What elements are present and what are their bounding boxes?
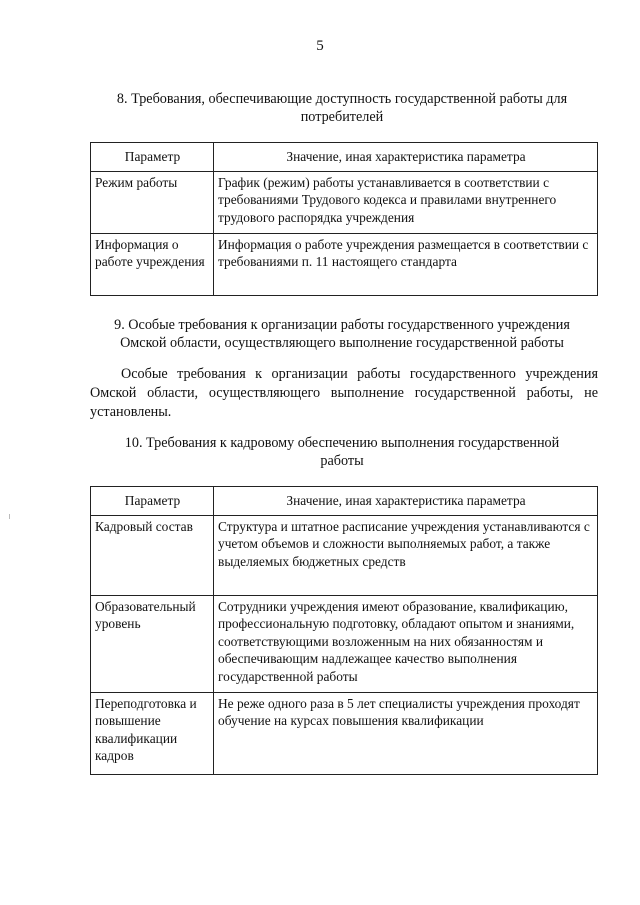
section-10-heading bbox=[92, 434, 592, 470]
table-row bbox=[91, 233, 598, 295]
section-9-heading-line-1: 9. Особые требования к организации работы государственного учреждения bbox=[114, 317, 570, 333]
section-8-heading-line-2: потребителей bbox=[300, 109, 384, 125]
row-value: Не реже одного раза в 5 лет специалисты учреждения проходят обучение на курсах повышения квалификации bbox=[214, 692, 598, 774]
row-value: Структура и штатное расписание учреждения устанавливаются с учетом объемов и сложности выполняемых работ, а также выделяемых бюджетных средств bbox=[214, 515, 598, 595]
header-parameter: Параметр bbox=[91, 143, 214, 172]
section-8-heading bbox=[92, 90, 592, 126]
table-row bbox=[91, 595, 598, 692]
row-parameter: Информация о работе учреждения bbox=[91, 233, 214, 295]
row-value: Сотрудники учреждения имеют образование, квалификацию, профессиональную подготовку, обладают опытом и знаниями, соответствующими возложенным на них обязанностям и обеспечивающим надлежащее качество выполнения государственной работы bbox=[214, 595, 598, 692]
section-9-heading-line-2: Омской области, осуществляющего выполнение государственной работы bbox=[120, 335, 564, 351]
accessibility-requirements-table bbox=[90, 142, 598, 296]
row-parameter: Режим работы bbox=[91, 171, 214, 233]
header-value: Значение, иная характеристика параметра bbox=[214, 487, 598, 516]
section-9-paragraph bbox=[90, 365, 598, 422]
row-parameter: Переподготовка и повышение квалификации кадров bbox=[91, 692, 214, 774]
section-9-heading bbox=[92, 316, 592, 352]
section-10-heading-line-1: 10. Требования к кадровому обеспечению выполнения государственной bbox=[124, 435, 560, 451]
header-parameter: Параметр bbox=[91, 487, 214, 516]
row-value: Информация о работе учреждения размещается в соответствии с требованиями п. 11 настоящего стандарта bbox=[214, 233, 598, 295]
scan-artifact bbox=[9, 514, 10, 519]
section-9-paragraph-text: Особые требования к организации работы государственного учреждения Омской области, осуществляющего выполнение государственной работы, не установлены. bbox=[90, 366, 598, 420]
table-header-row bbox=[91, 143, 598, 172]
table-row bbox=[91, 515, 598, 595]
table-header-row bbox=[91, 487, 598, 516]
row-parameter: Кадровый состав bbox=[91, 515, 214, 595]
staffing-requirements-table bbox=[90, 486, 598, 775]
section-8-heading-line-1: 8. Требования, обеспечивающие доступность государственной работы для bbox=[116, 91, 568, 107]
section-10-heading-line-2: работы bbox=[320, 453, 364, 469]
table-row bbox=[91, 692, 598, 774]
row-parameter: Образовательный уровень bbox=[91, 595, 214, 692]
header-value: Значение, иная характеристика параметра bbox=[214, 143, 598, 172]
table-row bbox=[91, 171, 598, 233]
row-value: График (режим) работы устанавливается в соответствии с требованиями Трудового кодекса и правилами внутреннего трудового распорядка учреждения bbox=[214, 171, 598, 233]
page-number: 5 bbox=[316, 38, 324, 54]
